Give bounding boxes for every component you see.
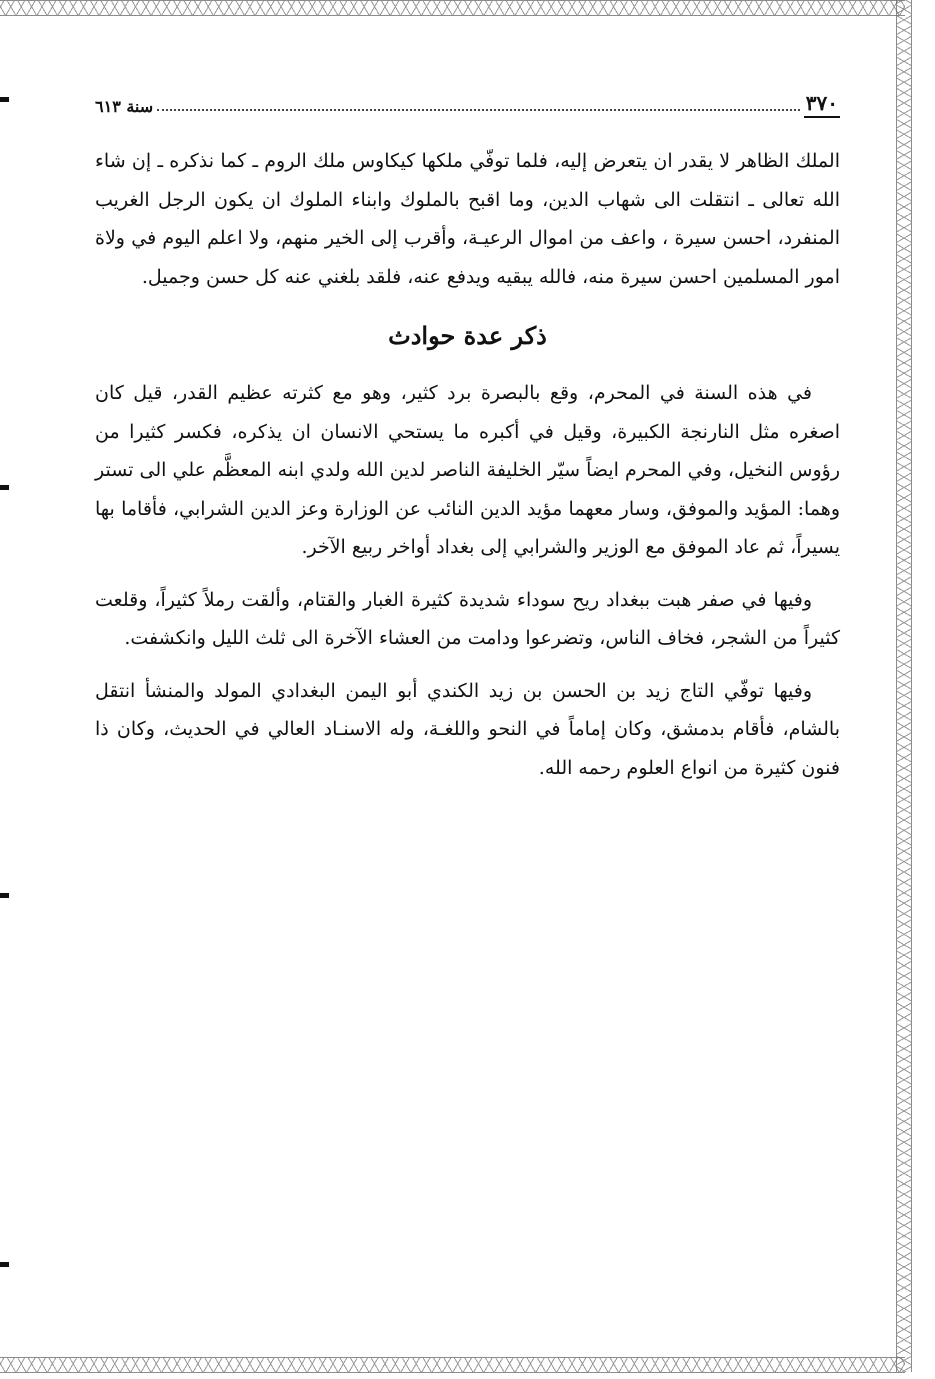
margin-mark [0,1262,9,1267]
year-label: سنة ٦١٣ [95,97,154,116]
section-heading: ذكر عدة حوادث [388,321,547,350]
page-number: ٣٧٠ [804,91,840,118]
decorative-border-top [0,0,905,16]
intro-paragraph: الملك الظاهر لا يقدر ان يتعرض إليه، فلما توفّي ملكها كيكاوس ملك الروم ـ كما نذكره ـ إن شاء الله تعالى ـ انتقلت الى شهاب الدين، وما اقبح بالملوك وابناء الملوك ان يكون الرجل الغريب المنفرد، احسن سيرة ، واعف من اموال الرعيـة، وأقرب إلى الخير منهم، ولا اعلم اليوم في ولاة امور المسلمين احسن سيرة منه، فالله يبقيه ويدفع عنه، فلقد بلغني عنه كل حسن وجميل. [95,150,840,288]
body-paragraph: في هذه السنة في المحرم، وقع بالبصرة برد كثير، وهو مع كثرته عظيم القدر، قيل كان اصغره مثل النارنجة الكبيرة، وقيل في أكبره ما يستحي الانسان ان يذكره، فكسر كثيرا من رؤوس النخيل، وفي المحرم ايضاً سيّر الخليفة الناصر لدين الله ولدي ابنه المعظَّم علي الى تستر وهما: المؤيد والموفق، وسار معهما مؤيد الدين النائب عن الوزارة وعز الدين الشرابي، فأقاما بها يسيراً، ثم عاد الموفق مع الوزير والشرابي إلى بغداد أواخر ربيع الآخر. [95,382,840,558]
margin-mark [0,485,9,490]
body-paragraph: وفيها توفّي التاج زيد بن الحسن بن زيد الكندي أبو اليمن البغدادي المولد والمنشأ انتقل بالشام، فأقام بدمشق، وكان إماماً في النحو واللغـة، وله الاسنـاد العالي في الحديث، وكان ذا فنون كثيرة من انواع العلوم رحمه الله. [95,679,841,779]
margin-mark [0,97,9,102]
running-header [95,92,840,118]
page-body [95,142,840,787]
body-paragraph: وفيها في صفر هبت ببغداد ريح سوداء شديدة كثيرة الغبار والقتام، وألقت رملاً كثيراً، وقلعت كثيراً من الشجر، فخاف الناس، وتضرعوا ودامت من العشاء الآخرة الى ثلث الليل وانكشفت. [95,588,840,649]
decorative-border-right [896,0,912,1372]
header-dot-leader [157,109,800,111]
margin-mark [0,893,9,898]
decorative-border-bottom [0,1357,905,1373]
